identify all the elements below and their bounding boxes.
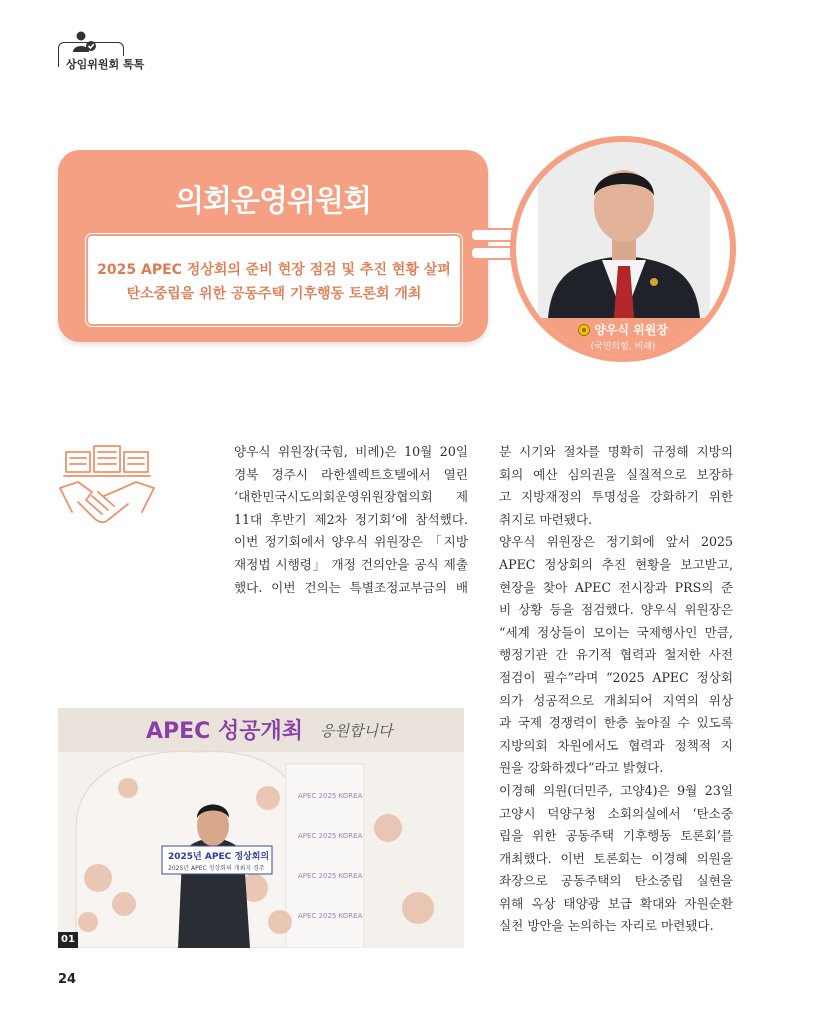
article-line: 했다. 이번 건의는 특별조정교부금의 배 (234, 579, 468, 595)
section-tag-label: 상임위원회 톡톡 (66, 58, 145, 71)
article-line: 과 국제 경쟁력이 한층 높아질 수 있도록 (499, 715, 733, 731)
article-line: 의가 성공적으로 개최되어 지역의 위상 (499, 692, 733, 708)
committee-title: 의회운영위원회 (175, 184, 371, 219)
banner-script: 응원합니다 (320, 722, 393, 740)
article-line: 좌장으로 공동주택의 탄소중립 실현을 (499, 873, 733, 889)
committee-subtitle-line-1: 2025 APEC 정상회의 준비 현장 점검 및 추진 현황 살펴 (97, 262, 451, 278)
backdrop-text: APEC 2025 KOREA (298, 872, 363, 880)
event-photo (58, 708, 464, 948)
portrait-caption (516, 318, 730, 356)
article-line: 양우식 위원장은 정기회에 앞서 2025 (499, 534, 733, 550)
article-line: 양우식 위원장(국힘, 비례)은 10월 20일 (234, 444, 468, 459)
section-tag (58, 30, 145, 71)
portrait-name-row (516, 321, 730, 338)
sign-line-1: 2025년 APEC 정상회의 (168, 852, 270, 862)
article-line: 이경혜 의원(더민주, 고양4)은 9월 23일 (499, 782, 733, 798)
portrait-party: (국민의힘, 비례) (590, 342, 656, 352)
article-line: 회의 예산 심의권을 실질적으로 보장하 (499, 466, 733, 482)
sign-line-2: 2025년 APEC 정상회의 개최지 경주 (168, 865, 265, 872)
article-column-left (234, 441, 468, 599)
article-line: 비 상황 등을 점검했다. 양우식 위원장은 (499, 602, 733, 618)
article-line: 분 시기와 절차를 명확히 규정해 지방의 (499, 444, 733, 459)
article-line: 재정법 시행령」 개정 건의안을 공식 제출 (234, 556, 468, 572)
event-photo-illustration (58, 708, 464, 948)
article-line: 취지로 마련됐다. (499, 511, 593, 527)
council-badge-icon (578, 324, 590, 336)
photo-number: 01 (58, 932, 78, 948)
article-line: APEC 정상회의 추진 현황을 보고받고, (499, 556, 733, 572)
article-line: 지방의회 차원에서도 협력과 정책적 지 (499, 737, 733, 753)
article-line: 위해 옥상 태양광 보급 확대와 자원순환 (499, 895, 733, 911)
article-line: 점검이 필수”라며 “2025 APEC 정상회 (499, 669, 733, 685)
article-line: ‘대한민국시도의회운영위원장협의회 제 (234, 489, 468, 505)
page-number: 24 (58, 972, 77, 987)
committee-panel (58, 150, 488, 342)
backdrop-panels (286, 764, 364, 948)
article-line: 행정기관 간 유기적 협력과 철저한 사전 (499, 647, 733, 663)
chairman-portrait-photo (538, 142, 710, 318)
article-line: 립을 위한 공동주택 기후행동 토론회’를 (499, 828, 733, 844)
article-line: 고양시 덕양구청 소회의실에서 ‘탄소중 (499, 805, 733, 821)
banner-title: APEC 성공개최 (146, 719, 303, 744)
portrait-name: 양우식 위원장 (594, 323, 668, 337)
committee-subtitle-box (86, 234, 462, 326)
backdrop-text: APEC 2025 KOREA (298, 912, 363, 920)
portrait-ring (510, 136, 736, 362)
article-line: 개최했다. 이번 토론회는 이경혜 의원을 (499, 850, 733, 866)
article-line: 11대 후반기 제2차 정기회’에 참석했다. (234, 511, 468, 527)
article-line: 실천 방안을 논의하는 자리로 마련됐다. (499, 918, 714, 934)
article-column-right (499, 441, 733, 938)
portrait-frame (516, 142, 730, 356)
article-line: 이번 정기회에서 양우식 위원장은 「지방 (234, 534, 468, 550)
article-line: 고 지방재정의 투명성을 강화하기 위한 (499, 489, 733, 505)
article-line: 원을 강화하겠다”라고 밝혔다. (499, 760, 664, 776)
article-line: 현장을 찾아 APEC 전시장과 PRS의 준 (499, 579, 733, 595)
article-line: “세계 정상들이 모이는 국제행사인 만큼, (499, 624, 733, 640)
article-line: 경북 경주시 라한셀렉트호텔에서 열린 (234, 466, 468, 482)
person-check-icon (70, 30, 100, 54)
backdrop-text: APEC 2025 KOREA (298, 792, 363, 800)
backdrop-text: APEC 2025 KOREA (298, 832, 363, 840)
committee-subtitle-line-2: 탄소중립을 위한 공동주택 기후행동 토론회 개최 (126, 286, 422, 302)
handshake-icon (58, 440, 156, 540)
